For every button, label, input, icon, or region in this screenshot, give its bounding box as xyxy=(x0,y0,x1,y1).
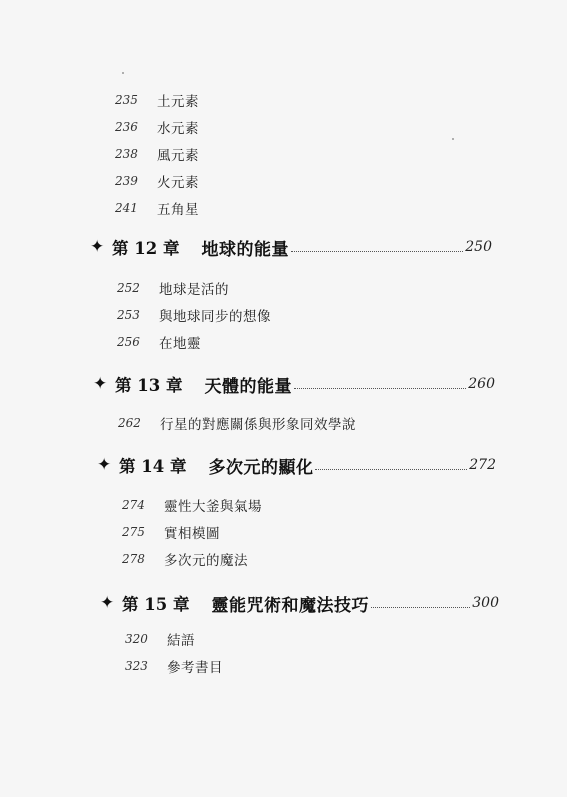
entry-title: 多次元的魔法 xyxy=(164,553,248,569)
entry-title: 五角星 xyxy=(157,202,199,218)
paper-speck xyxy=(452,138,454,140)
entry-page-number: 235 xyxy=(115,93,138,107)
chapter-number: 第 13 章 xyxy=(115,376,183,395)
toc-entry[interactable] xyxy=(117,304,271,326)
toc-entry[interactable] xyxy=(115,89,199,111)
toc-entry[interactable] xyxy=(115,170,199,192)
toc-entry[interactable] xyxy=(117,331,201,353)
toc-entry[interactable] xyxy=(118,412,356,434)
dot-leader xyxy=(294,388,466,389)
chapter-title: 天體的能量 xyxy=(204,376,292,397)
chapter-number: 第 14 章 xyxy=(119,457,187,476)
dot-leader xyxy=(371,607,470,608)
entry-page-number: 236 xyxy=(115,120,138,134)
four-point-star-icon: ✦ xyxy=(90,237,105,257)
toc-entry[interactable] xyxy=(122,521,220,543)
toc-entry[interactable] xyxy=(122,548,248,570)
paper-speck xyxy=(122,72,124,74)
entry-title: 風元素 xyxy=(157,148,199,164)
toc-entry[interactable] xyxy=(125,655,223,677)
toc-entry[interactable] xyxy=(117,277,229,299)
four-point-star-icon: ✦ xyxy=(100,593,115,613)
chapter-heading[interactable] xyxy=(97,452,496,478)
chapter-title: 多次元的顯化 xyxy=(208,457,314,478)
chapter-page-number: 250 xyxy=(465,239,492,255)
chapter-page-number: 260 xyxy=(468,376,495,392)
chapter-heading[interactable] xyxy=(90,234,492,260)
dot-leader xyxy=(291,251,463,252)
four-point-star-icon: ✦ xyxy=(97,455,112,475)
chapter-heading[interactable] xyxy=(93,371,495,397)
entry-page-number: 323 xyxy=(125,659,148,673)
toc-entry[interactable] xyxy=(122,494,262,516)
entry-title: 與地球同步的想像 xyxy=(159,309,271,325)
entry-page-number: 278 xyxy=(122,552,145,566)
four-point-star-icon: ✦ xyxy=(93,374,108,394)
toc-entry[interactable] xyxy=(125,628,195,650)
entry-page-number: 274 xyxy=(122,498,145,512)
entry-title: 火元素 xyxy=(157,175,199,191)
entry-title: 土元素 xyxy=(157,94,199,110)
chapter-page-number: 300 xyxy=(472,595,499,611)
dot-leader xyxy=(315,469,467,470)
toc-entry[interactable] xyxy=(115,116,199,138)
entry-page-number: 239 xyxy=(115,174,138,188)
entry-title: 在地靈 xyxy=(159,336,201,352)
entry-page-number: 252 xyxy=(117,281,140,295)
entry-title: 水元素 xyxy=(157,121,199,137)
entry-page-number: 253 xyxy=(117,308,140,322)
chapter-heading[interactable] xyxy=(100,590,499,616)
entry-page-number: 275 xyxy=(122,525,145,539)
entry-title: 實相模圖 xyxy=(164,526,220,542)
entry-page-number: 241 xyxy=(115,201,138,215)
chapter-number: 第 15 章 xyxy=(122,595,190,614)
entry-title: 結語 xyxy=(167,633,195,649)
entry-title: 靈性大釜與氣場 xyxy=(164,499,262,515)
chapter-number: 第 12 章 xyxy=(112,239,180,258)
entry-page-number: 262 xyxy=(118,416,141,430)
entry-title: 行星的對應關係與形象同效學說 xyxy=(160,417,356,433)
chapter-title: 靈能咒術和魔法技巧 xyxy=(211,595,369,616)
entry-title: 地球是活的 xyxy=(159,282,229,298)
entry-page-number: 320 xyxy=(125,632,148,646)
entry-title: 參考書目 xyxy=(167,660,223,676)
entry-page-number: 256 xyxy=(117,335,140,349)
entry-page-number: 238 xyxy=(115,147,138,161)
toc-entry[interactable] xyxy=(115,197,199,219)
chapter-page-number: 272 xyxy=(469,457,496,473)
toc-entry[interactable] xyxy=(115,143,199,165)
chapter-title: 地球的能量 xyxy=(201,239,289,260)
